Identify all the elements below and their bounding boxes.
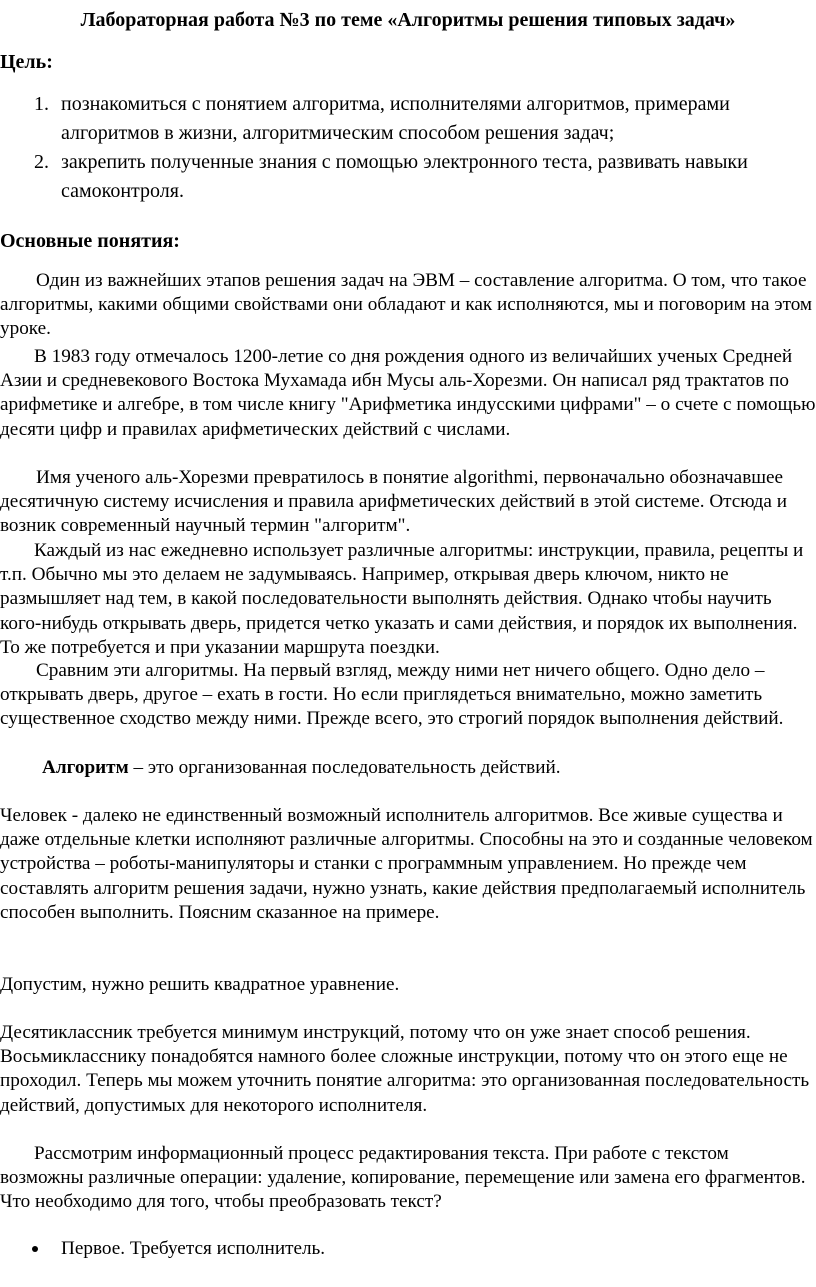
document-title: Лабораторная работа №3 по теме «Алгоритмы решения типовых задач» <box>80 9 736 31</box>
goal-heading: Цель: <box>0 51 53 73</box>
bullet-dot-icon <box>32 1246 38 1252</box>
goal-item <box>0 148 810 206</box>
paragraph-text-editing: Рассмотрим информационный процесс редактирования текста. При работе с текстом возможны различные операции: удаление, копирование, перемещение или замена его фрагментов. Что необходимо для того, чтобы преобразовать текст? <box>0 1143 806 1213</box>
definition-text: – это организованная последовательность действий. <box>128 757 561 778</box>
goal-number: 2. <box>34 151 49 173</box>
goal-text: познакомиться с понятием алгоритма, исполнителями алгоритмов, примерами алгоритмов в жизни, алгоритмическим способом решения задач; <box>61 93 730 144</box>
bullet-list <box>0 1237 325 1261</box>
paragraph-al-khwarizmi: В 1983 году отмечалось 1200-летие со дня рождения одного из величайших ученых Средней Азии и средневекового Востока Мухамада ибн Мусы аль-Хорезми. Он написал ряд трактатов по арифметике и алгебре, в том числе книгу "Арифметика индусскими цифрами" – о счете с помощью десяти цифр и правилах арифметических действий с числами. <box>0 346 816 440</box>
paragraph-algorithmi: Имя ученого аль-Хорезми превратилось в понятие algorithmi, первоначально обозначавшее десятичную систему исчисления и правила арифметических действий в этой системе. Отсюда и возник современный научный термин "алгоритм". <box>0 467 788 537</box>
definition-term: Алгоритм <box>42 757 129 778</box>
goal-list <box>0 90 810 206</box>
bullet-text: Первое. Требуется исполнитель. <box>61 1238 326 1259</box>
bullet-item <box>0 1237 325 1261</box>
goal-number: 1. <box>34 93 49 115</box>
paragraph-compare: Сравним эти алгоритмы. На первый взгляд, между ними нет ничего общего. Одно дело – открывать дверь, другое – ехать в гости. Но если приглядеться внимательно, можно заметить существенное сходство между ними. Прежде всего, это строгий порядок выполнения действий. <box>0 660 784 730</box>
concepts-heading: Основные понятия: <box>0 230 180 252</box>
paragraph-students: Десятиклассник требуется минимум инструкций, потому что он уже знает способ решения. Восьмикласснику понадобятся намного более сложные инструкции, потому что он этого еще не проходил. Теперь мы можем уточнить понятие алгоритма: это организованная последовательность действий, допустимых для некоторого исполнителя. <box>0 1022 810 1116</box>
algorithm-definition <box>0 756 816 780</box>
paragraph-quadratic: Допустим, нужно решить квадратное уравнение. <box>0 974 400 995</box>
paragraph-intro: Один из важнейших этапов решения задач на ЭВМ – составление алгоритма. О том, что такое алгоритмы, какими общими свойствами они обладают и как исполняются, мы и поговорим на этом уроке. <box>0 270 813 340</box>
goal-text: закрепить полученные знания с помощью электронного теста, развивать навыки самоконтроля. <box>61 151 748 202</box>
paragraph-executors: Человек - далеко не единственный возможный исполнитель алгоритмов. Все живые существа и даже отдельные клетки исполняют различные алгоритмы. Способны на это и созданные человеком устройства – роботы-манипуляторы и станки с программным управлением. Но прежде чем составлять алгоритм решения задачи, нужно узнать, какие действия предполагаемый исполнитель способен выполнить. Поясним сказанное на примере. <box>0 805 813 923</box>
paragraph-everyday-algorithms: Каждый из нас ежедневно использует различные алгоритмы: инструкции, правила, рецепты и т.п. Обычно мы это делаем не задумываясь. Например, открывая дверь ключом, никто не размышляет над тем, в какой последовательности выполнять действия. Однако чтобы научить кого-нибудь открывать дверь, придется четко указать и сами действия, и порядок их выполнения. То же потребуется и при указании маршрута поездки. <box>0 540 804 658</box>
goal-item <box>0 90 810 148</box>
